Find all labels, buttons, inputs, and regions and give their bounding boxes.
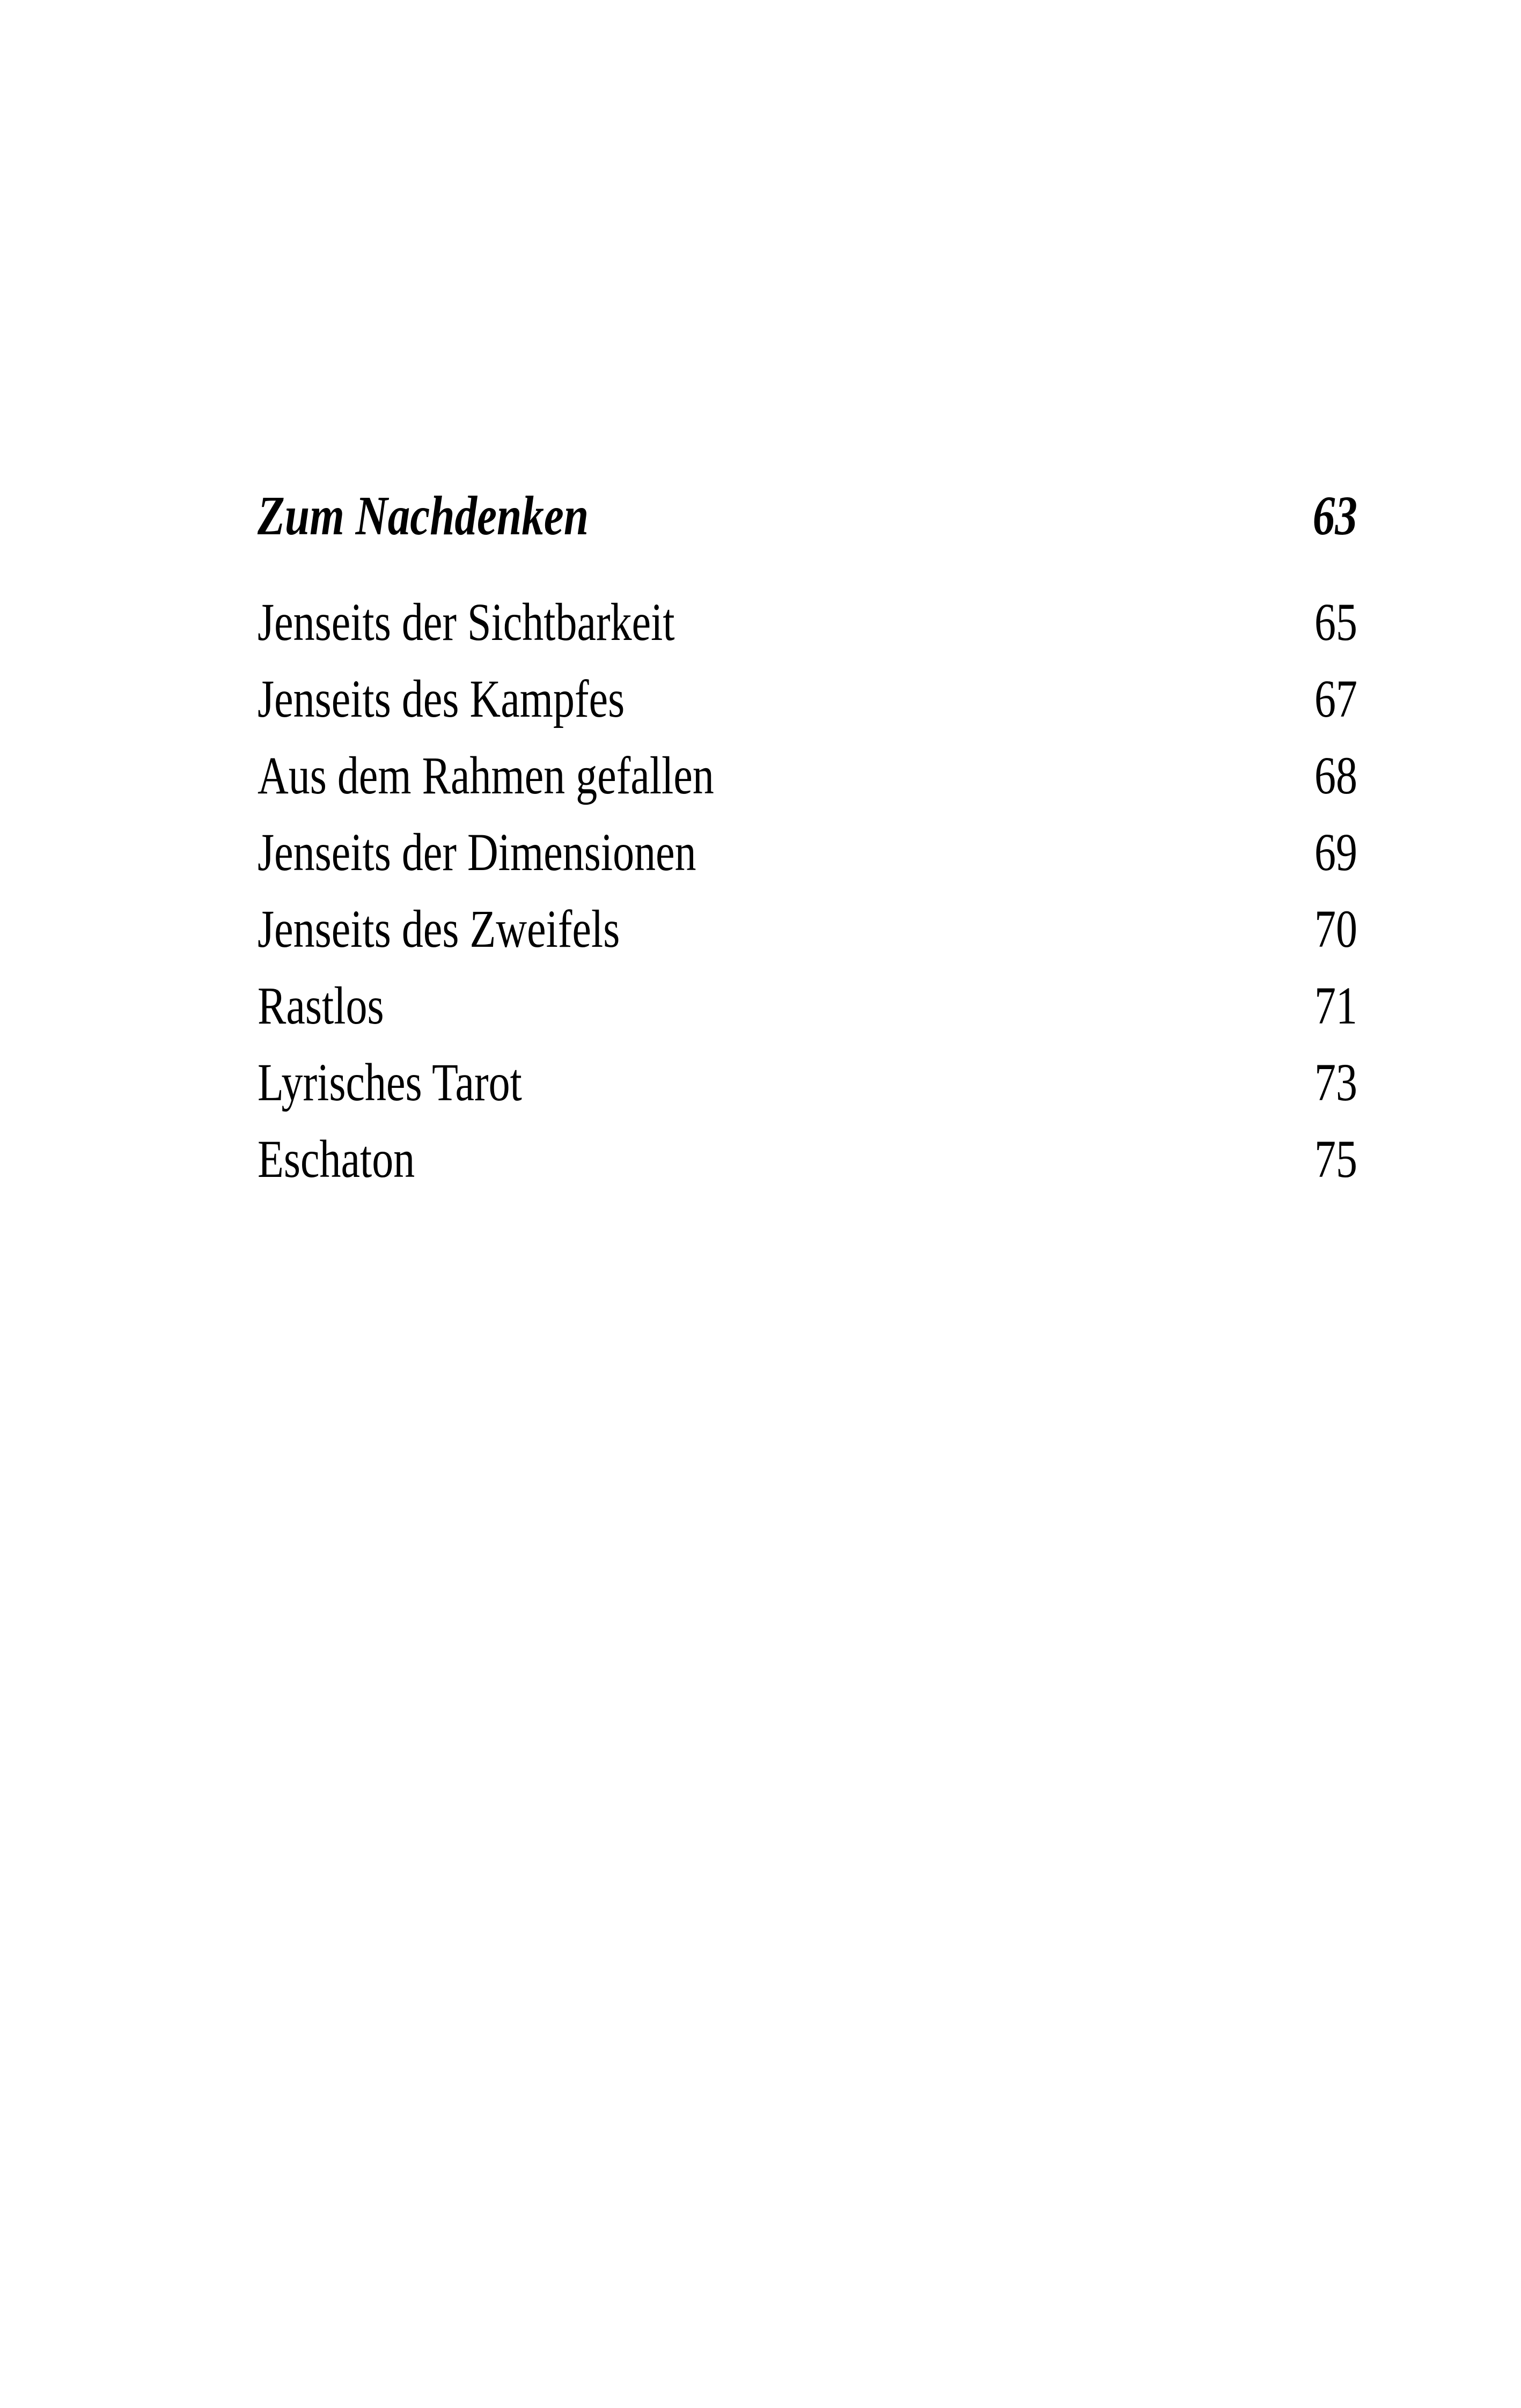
toc-entry-title: Aus dem Rahmen gefallen bbox=[258, 746, 714, 805]
toc-heading-gap bbox=[258, 554, 1357, 584]
toc-section-heading-page-number: 63 bbox=[1312, 485, 1357, 547]
toc-entry-page-number: 68 bbox=[1314, 746, 1357, 805]
table-of-contents bbox=[258, 477, 1357, 1197]
toc-entry-row bbox=[258, 967, 1357, 1044]
toc-entry-row bbox=[258, 814, 1357, 890]
toc-section-heading-row bbox=[258, 477, 1357, 554]
toc-entry-row bbox=[258, 737, 1357, 814]
toc-entry-title: Jenseits des Kampfes bbox=[258, 669, 625, 728]
toc-entry-row bbox=[258, 584, 1357, 660]
toc-entry-title: Jenseits der Dimensionen bbox=[258, 822, 696, 882]
toc-entry-title: Eschaton bbox=[258, 1129, 415, 1189]
toc-entry-title: Jenseits des Zweifels bbox=[258, 899, 620, 959]
toc-entry-title: Rastlos bbox=[258, 976, 384, 1035]
toc-entry-title: Lyrisches Tarot bbox=[258, 1052, 522, 1112]
toc-entry-page-number: 73 bbox=[1314, 1052, 1357, 1112]
toc-entry-row bbox=[258, 1121, 1357, 1197]
toc-entry-page-number: 67 bbox=[1314, 669, 1357, 728]
toc-entry-page-number: 70 bbox=[1314, 899, 1357, 959]
toc-section-heading-title: Zum Nachdenken bbox=[258, 485, 589, 547]
toc-entry-row bbox=[258, 890, 1357, 967]
toc-entry-row bbox=[258, 660, 1357, 737]
toc-entry-page-number: 75 bbox=[1314, 1129, 1357, 1189]
toc-entry-page-number: 69 bbox=[1314, 822, 1357, 882]
toc-entry-row bbox=[258, 1044, 1357, 1121]
toc-entry-page-number: 71 bbox=[1314, 976, 1357, 1035]
toc-entry-title: Jenseits der Sichtbarkeit bbox=[258, 592, 675, 652]
toc-entry-page-number: 65 bbox=[1314, 592, 1357, 652]
